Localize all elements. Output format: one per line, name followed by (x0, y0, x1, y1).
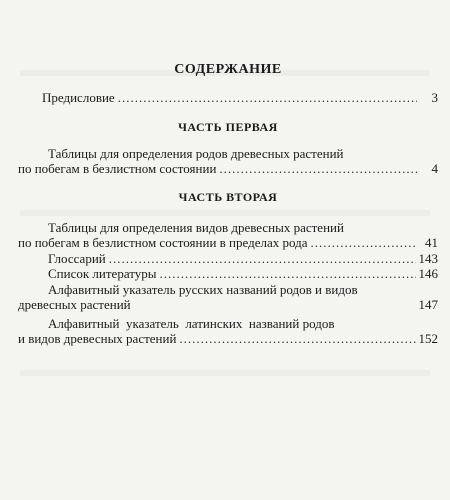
bleed-through-texture (20, 370, 430, 376)
dot-leader (311, 235, 417, 250)
dot-leader (109, 251, 416, 266)
toc-entry-label: по побегам в безлистном состоянии в пределах рода (18, 235, 308, 250)
toc-entry-index-lat-line1[interactable]: Алфавитный указатель латинских названий родов (48, 316, 335, 331)
toc-entry-label: Предисловие (42, 90, 115, 105)
toc-entry-label: Глоссарий (48, 251, 106, 266)
toc-entry-label: Список литературы (48, 266, 157, 281)
toc-entry-part2-line1[interactable]: Таблицы для определения видов древесных растений (48, 220, 344, 235)
toc-entry-label: и видов древесных растений (18, 331, 177, 346)
page-number: 41 (425, 235, 438, 250)
part-two-heading: ЧАСТЬ ВТОРАЯ (178, 190, 278, 204)
toc-entry-index-lat[interactable] (18, 331, 438, 346)
toc-entry-glossary[interactable] (48, 251, 438, 266)
toc-entry-literature[interactable] (48, 266, 438, 281)
part-one-heading: ЧАСТЬ ПЕРВАЯ (178, 120, 278, 134)
dot-leader (160, 266, 416, 281)
page-number: 3 (431, 90, 438, 105)
page-number: 4 (431, 161, 438, 176)
toc-entry-index-ru[interactable] (18, 297, 438, 312)
page-number: 147 (418, 297, 438, 312)
page-number: 152 (418, 331, 438, 346)
page-number: 143 (418, 251, 438, 266)
dot-leader (219, 161, 417, 176)
toc-entry-part1-line1[interactable]: Таблицы для определения родов древесных растений (48, 146, 344, 161)
toc-entry-label: по побегам в безлистном состоянии (18, 161, 217, 176)
toc-entry-part2-tables[interactable] (18, 235, 438, 250)
toc-entry-part1[interactable] (18, 161, 438, 176)
dot-leader (179, 331, 415, 346)
dot-leader (118, 90, 417, 105)
toc-entry-label: древесных растений (18, 297, 131, 312)
toc-entry-preface[interactable] (42, 90, 438, 105)
page-number: 146 (418, 266, 438, 281)
toc-title: СОДЕРЖАНИЕ (174, 62, 282, 77)
toc-entry-index-ru-line1[interactable]: Алфавитный указатель русских названий родов и видов (48, 282, 358, 297)
bleed-through-texture (20, 210, 430, 216)
